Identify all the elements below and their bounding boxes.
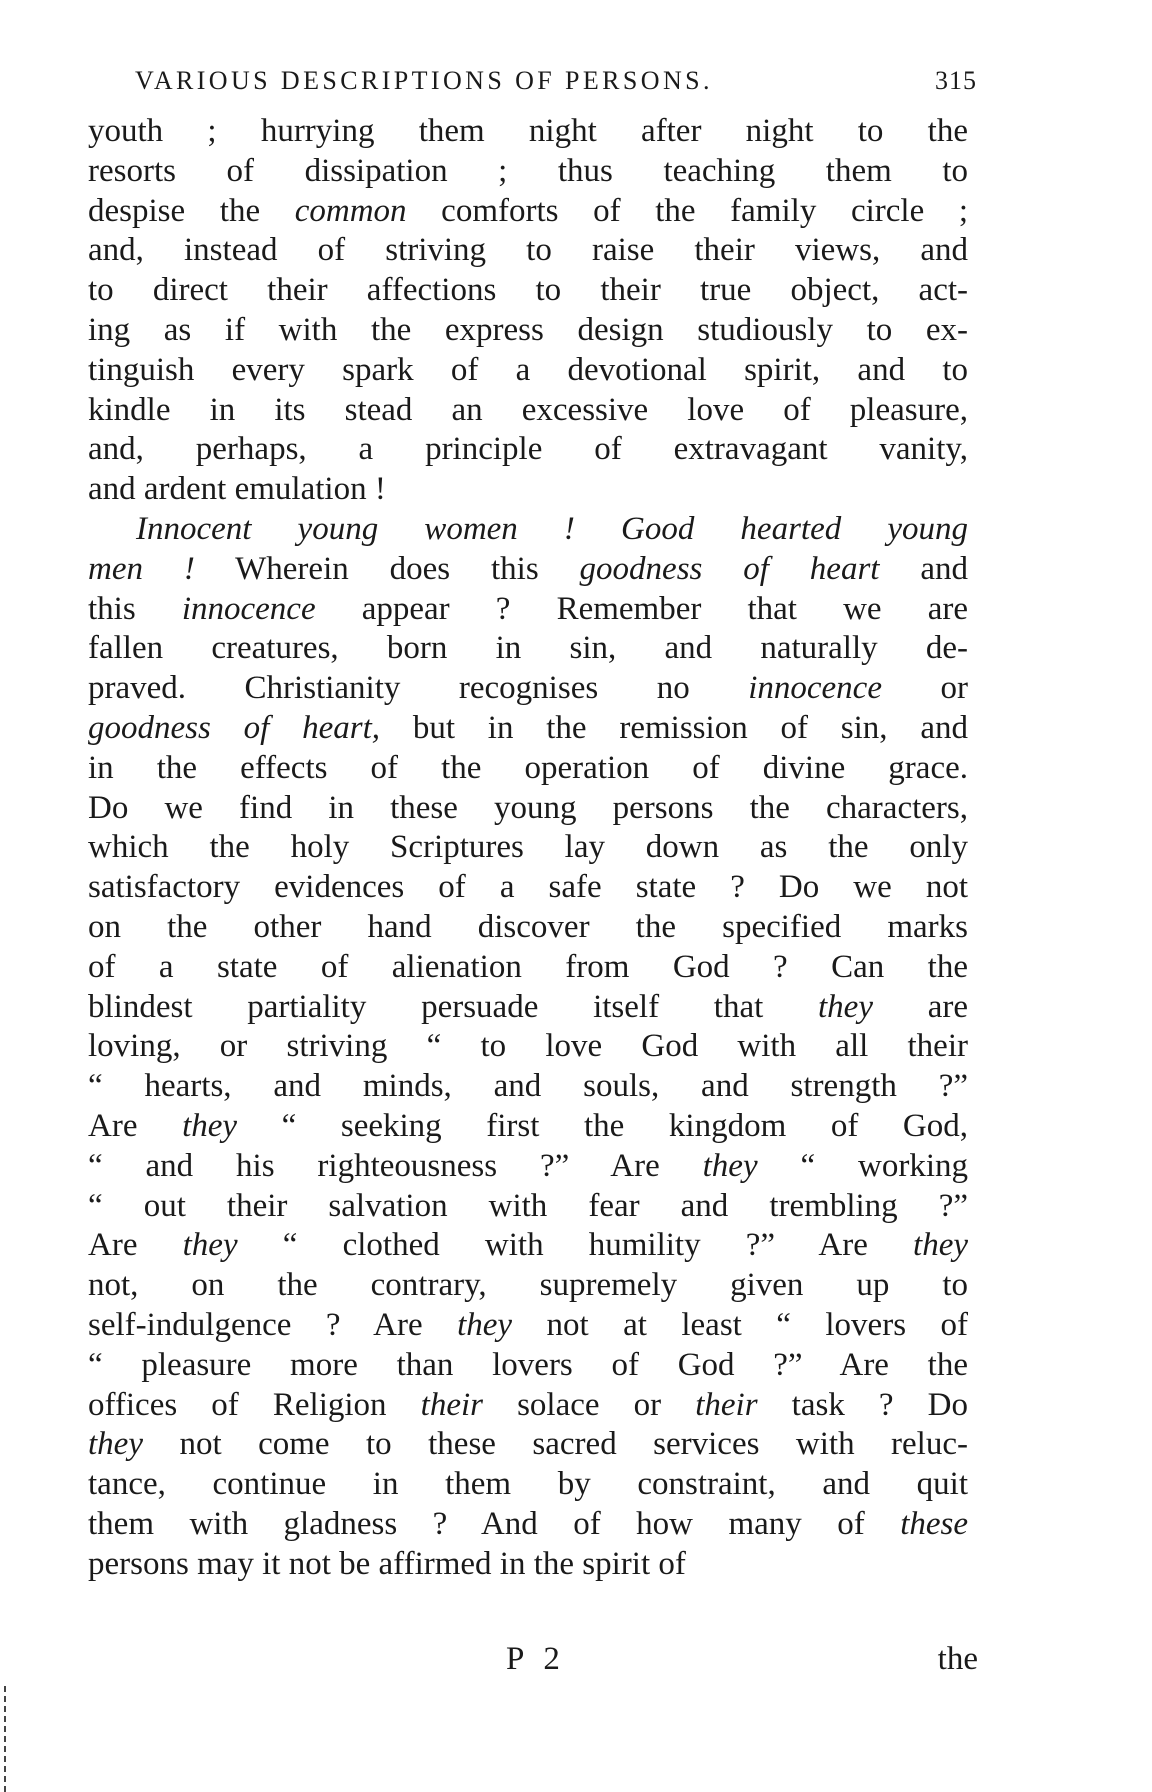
text-run: Do we find in these young persons the characters, <box>88 789 968 826</box>
italic-text-run: their <box>420 1386 483 1423</box>
page-footer <box>88 1641 978 1685</box>
catchword: the <box>937 1641 978 1677</box>
text-line <box>88 311 968 351</box>
text-line <box>88 1187 968 1227</box>
text-run: “ out their salvation with fear and trembling ?” <box>88 1187 968 1224</box>
text-run: are <box>872 988 968 1025</box>
italic-text-run: goodness of heart, <box>88 709 381 746</box>
text-run: youth ; hurrying them night after night to the <box>88 113 968 149</box>
text-line <box>88 152 968 192</box>
italic-text-run: they <box>88 1426 143 1463</box>
text-run: them with gladness ? And of how many of <box>88 1505 901 1542</box>
text-run: “ hearts, and minds, and souls, and strength ?” <box>88 1068 968 1105</box>
page-number: 315 <box>935 66 977 95</box>
text-line <box>88 749 968 789</box>
italic-text-run: these <box>900 1505 968 1542</box>
italic-text-run: they <box>702 1147 758 1184</box>
italic-text-run: innocence <box>748 670 882 707</box>
text-line <box>88 430 968 470</box>
text-run: “ working <box>757 1147 968 1184</box>
text-line <box>88 709 968 749</box>
binding-margin-marks <box>4 1686 8 1792</box>
text-line <box>88 1386 968 1426</box>
italic-text-run: they <box>182 1227 238 1264</box>
text-run: this <box>88 590 182 627</box>
text-line <box>88 789 968 829</box>
text-line <box>88 1067 968 1107</box>
italic-text-run: men ! <box>88 550 195 587</box>
text-line <box>88 988 968 1028</box>
page-body-text <box>88 112 968 1584</box>
text-run: fallen creatures, born in sin, and naturally de- <box>88 630 968 667</box>
text-line <box>88 391 968 431</box>
italic-text-run: their <box>695 1386 758 1423</box>
text-line <box>88 1147 968 1187</box>
text-line <box>88 1505 968 1545</box>
text-line <box>88 550 968 590</box>
text-line <box>88 1226 968 1266</box>
text-run: self-indulgence ? Are <box>88 1306 458 1343</box>
italic-text-run: common <box>294 192 407 229</box>
text-line <box>88 828 968 868</box>
text-line <box>88 908 968 948</box>
italic-text-run: they <box>182 1107 238 1144</box>
text-line <box>88 231 968 271</box>
text-line <box>88 1306 968 1346</box>
text-line <box>88 868 968 908</box>
text-run: in the effects of the operation of divine grace. <box>88 749 968 786</box>
text-line <box>88 1545 968 1585</box>
text-run: resorts of dissipation ; thus teaching them to <box>88 152 968 189</box>
signature-mark: P 2 <box>506 1641 566 1677</box>
italic-text-run: they <box>457 1306 513 1343</box>
text-run: blindest partiality persuade itself that <box>88 988 818 1025</box>
text-run: Wherein does this <box>194 550 580 587</box>
text-run: but in the remission of sin, and <box>380 709 968 746</box>
page-header <box>135 62 985 102</box>
text-line <box>88 669 968 709</box>
text-run: on the other hand discover the specified marks <box>88 908 968 945</box>
text-line <box>88 510 968 550</box>
text-run: and ardent emulation ! <box>88 471 386 508</box>
text-run: and, perhaps, a principle of extravagant vanity, <box>88 431 968 468</box>
text-run: comforts of the family circle ; <box>406 192 968 229</box>
text-line <box>88 1425 968 1465</box>
text-run: kindle in its stead an excessive love of pleasure, <box>88 391 968 428</box>
text-run: appear ? Remember that we are <box>315 590 968 627</box>
text-run: which the holy Scriptures lay down as the only <box>88 829 968 866</box>
text-line <box>88 629 968 669</box>
text-line <box>88 192 968 232</box>
text-run: or <box>881 670 968 707</box>
text-line <box>88 1465 968 1505</box>
text-line <box>88 1027 968 1067</box>
italic-text-run: they <box>913 1227 968 1264</box>
text-run: and <box>879 550 968 587</box>
text-run: persons may it not be affirmed in the spirit of <box>88 1545 686 1582</box>
text-run: of a state of alienation from God ? Can the <box>88 948 968 985</box>
running-head: VARIOUS DESCRIPTIONS OF PERSONS. <box>135 66 713 95</box>
text-run: not at least “ lovers of <box>512 1306 968 1343</box>
text-line <box>88 470 968 510</box>
text-run: satisfactory evidences of a safe state ? Do we not <box>88 869 968 906</box>
text-run: tinguish every spark of a devotional spirit, and to <box>88 351 968 388</box>
text-line <box>88 948 968 988</box>
text-run: “ seeking first the kingdom of God, <box>237 1107 968 1144</box>
text-run: not come to these sacred services with reluc- <box>142 1426 968 1463</box>
italic-text-run: goodness of heart <box>579 550 880 587</box>
text-line <box>88 271 968 311</box>
italic-text-run: Innocent young women ! Good hearted young <box>136 510 968 547</box>
text-line <box>88 351 968 391</box>
text-run: not, on the contrary, supremely given up to <box>88 1267 968 1304</box>
text-run: tance, continue in them by constraint, and quit <box>88 1466 968 1503</box>
text-run: ing as if with the express design studiously to ex- <box>88 311 968 348</box>
text-run: loving, or striving “ to love God with all their <box>88 1028 968 1065</box>
text-run: despise the <box>88 192 295 229</box>
text-run: “ and his righteousness ?” Are <box>88 1147 703 1184</box>
text-line <box>88 1107 968 1147</box>
text-line <box>88 112 968 152</box>
text-run: Are <box>88 1107 183 1144</box>
text-run: and, instead of striving to raise their views, and <box>88 232 968 269</box>
text-run: solace or <box>482 1386 696 1423</box>
text-run: Are <box>88 1227 183 1264</box>
text-run: task ? Do <box>757 1386 968 1423</box>
italic-text-run: innocence <box>181 590 316 627</box>
text-run: to direct their affections to their true object, act- <box>88 272 968 309</box>
text-run: “ pleasure more than lovers of God ?” Are the <box>88 1346 968 1383</box>
text-line <box>88 590 968 630</box>
text-run: “ clothed with humility ?” Are <box>237 1227 914 1264</box>
text-line <box>88 1266 968 1306</box>
text-run: praved. Christianity recognises no <box>88 670 749 707</box>
text-run: offices of Religion <box>88 1386 421 1423</box>
text-line <box>88 1346 968 1386</box>
italic-text-run: they <box>818 988 873 1025</box>
